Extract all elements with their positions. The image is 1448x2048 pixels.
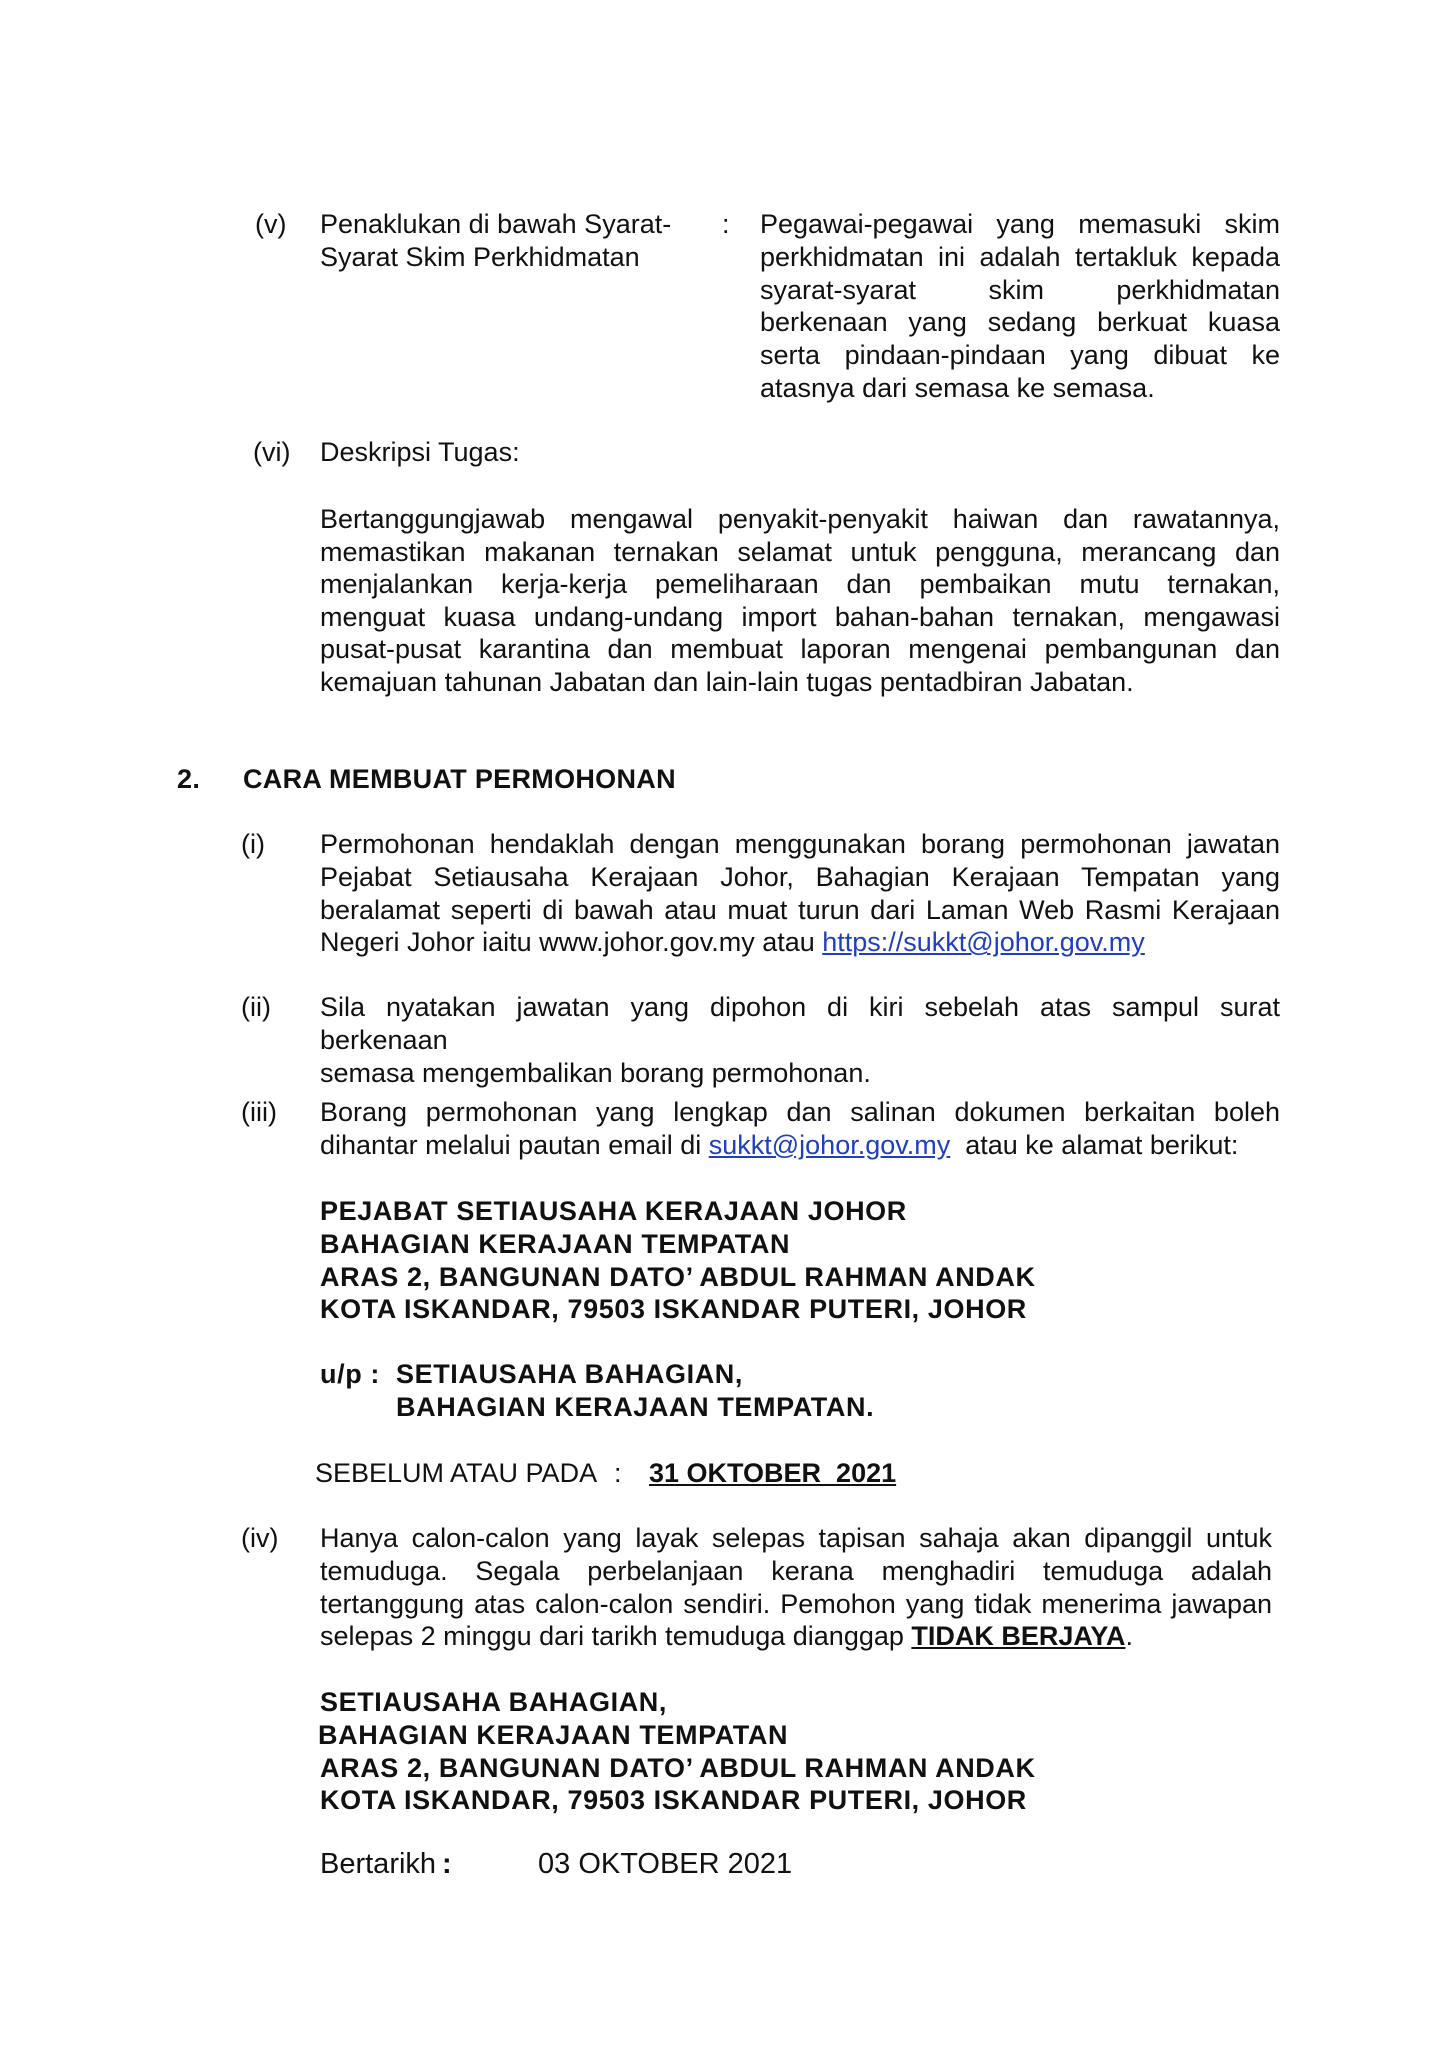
email-link[interactable]: sukkt@johor.gov.my bbox=[708, 1129, 951, 1160]
item-v-text-line: syarat-syarat skim perkhidmatan bbox=[760, 274, 1280, 305]
item-iv-line: tertanggung atas calon-calon sendiri. Pemohon yang tidak menerima jawapan bbox=[320, 1588, 1272, 1619]
item-i-line: Permohonan hendaklah dengan menggunakan borang permohonan jawatan bbox=[320, 829, 1280, 859]
attention-line: BAHAGIAN KERAJAAN TEMPATAN. bbox=[396, 1392, 875, 1422]
item-i-line: beralamat seperti di bawah atau muat turun dari Laman Web Rasmi Kerajaan bbox=[320, 894, 1280, 925]
address-line: ARAS 2, BANGUNAN DATO’ ABDUL RAHMAN ANDAK bbox=[320, 1261, 1036, 1292]
item-v-label bbox=[320, 208, 680, 274]
item-iii-text: dihantar melalui pautan email di bbox=[320, 1129, 709, 1160]
item-iv-line: temuduga. Segala perbelanjaan kerana menghadiri temuduga adalah bbox=[320, 1555, 1272, 1586]
item-iv-line bbox=[320, 1620, 1272, 1653]
signature-line: SETIAUSAHA BAHAGIAN, bbox=[320, 1687, 668, 1717]
dated-colon: : bbox=[442, 1848, 452, 1880]
item-v-text-line: berkenaan yang sedang berkuat kuasa bbox=[760, 307, 1280, 338]
item-i-last-text: Negeri Johor iaitu www.johor.gov.my atau bbox=[320, 927, 823, 958]
item-v-colon: : bbox=[722, 209, 730, 239]
signature-line: BAHAGIAN KERAJAAN TEMPATAN bbox=[318, 1719, 789, 1750]
item-ii-number: (ii) bbox=[241, 992, 271, 1022]
item-iv-number: (iv) bbox=[241, 1523, 279, 1553]
item-v-label-line: Penaklukan di bawah Syarat- bbox=[320, 209, 672, 239]
item-vi-line: memastikan makanan ternakan selamat untuk pengguna, merancang dan bbox=[320, 536, 1280, 567]
item-vi-number: (vi) bbox=[253, 437, 291, 467]
item-v-text-line: atasnya dari semasa ke semasa. bbox=[760, 372, 1155, 403]
item-i-line: Pejabat Setiausaha Kerajaan Johor, Bahagian Kerajaan Tempatan yang bbox=[320, 861, 1280, 892]
address-block bbox=[320, 1195, 1036, 1326]
item-vi-line: menjalankan kerja-kerja pemeliharaan dan pembaikan mutu ternakan, bbox=[320, 569, 1280, 600]
deadline-colon: : bbox=[614, 1458, 622, 1488]
item-vi-line: menguat kuasa undang-undang import bahan-bahan ternakan, mengawasi bbox=[320, 601, 1280, 632]
item-vi-line: Bertanggungjawab mengawal penyakit-penyakit haiwan dan rawatannya, bbox=[320, 504, 1280, 534]
address-line: BAHAGIAN KERAJAAN TEMPATAN bbox=[320, 1228, 791, 1259]
item-v-text-line: perkhidmatan ini adalah tertakluk kepada bbox=[760, 241, 1280, 272]
section-title: CARA MEMBUAT PERMOHONAN bbox=[243, 764, 676, 794]
item-vi-line: pusat-pusat karantina dan membuat laporan mengenai pembangunan dan bbox=[320, 634, 1280, 665]
address-line: PEJABAT SETIAUSAHA KERAJAAN JOHOR bbox=[320, 1196, 907, 1226]
item-v-number: (v) bbox=[255, 209, 287, 239]
item-v-text-line: serta pindaan-pindaan yang dibuat ke bbox=[760, 340, 1280, 371]
dated-value: 03 OKTOBER 2021 bbox=[538, 1848, 793, 1880]
item-i-paragraph bbox=[320, 828, 1280, 959]
item-i-line bbox=[320, 926, 1280, 959]
item-ii-line: Sila nyatakan jawatan yang dipohon di kiri sebelah atas sampul surat berkenaan bbox=[320, 992, 1280, 1055]
attention-line: SETIAUSAHA BAHAGIAN, bbox=[396, 1359, 744, 1389]
signature-block bbox=[320, 1686, 1036, 1817]
address-line: KOTA ISKANDAR, 79503 ISKANDAR PUTERI, JOHOR bbox=[320, 1294, 1027, 1325]
item-ii-line: semasa mengembalikan borang permohonan. bbox=[320, 1057, 871, 1088]
item-iv-paragraph bbox=[320, 1522, 1272, 1653]
item-v-text bbox=[760, 208, 1280, 405]
signature-line: ARAS 2, BANGUNAN DATO’ ABDUL RAHMAN ANDAK bbox=[320, 1752, 1036, 1783]
item-iii-paragraph bbox=[320, 1096, 1280, 1162]
item-iii-number: (iii) bbox=[241, 1097, 277, 1127]
result-status: TIDAK BERJAYA bbox=[911, 1621, 1126, 1652]
item-vi-line: kemajuan tahunan Jabatan dan lain-lain tugas pentadbiran Jabatan. bbox=[320, 666, 1134, 697]
item-vi-label: Deskripsi Tugas: bbox=[320, 437, 520, 467]
section-number: 2. bbox=[177, 764, 201, 794]
deadline-date: 31 OKTOBER 2021 bbox=[649, 1458, 897, 1488]
attention-prefix: u/p : bbox=[320, 1359, 389, 1389]
item-v-text-line: Pegawai-pegawai yang memasuki skim bbox=[760, 209, 1280, 239]
item-i-number: (i) bbox=[241, 829, 265, 859]
item-v-label-line: Syarat Skim Perkhidmatan bbox=[320, 241, 640, 272]
item-iii-line bbox=[320, 1129, 1280, 1162]
item-ii-paragraph bbox=[320, 991, 1280, 1089]
item-iii-text-end: atau ke alamat berikut: bbox=[950, 1129, 1239, 1160]
website-link[interactable]: https://sukkt@johor.gov.my bbox=[822, 927, 1145, 958]
item-vi-paragraph bbox=[320, 503, 1280, 699]
item-iv-period: . bbox=[1125, 1621, 1133, 1652]
signature-line: KOTA ISKANDAR, 79503 ISKANDAR PUTERI, JOHOR bbox=[320, 1785, 1027, 1816]
item-iv-line: Hanya calon-calon yang layak selepas tapisan sahaja akan dipanggil untuk bbox=[320, 1523, 1272, 1553]
dated-label: Bertarikh bbox=[320, 1848, 437, 1880]
deadline-label: SEBELUM ATAU PADA bbox=[315, 1458, 598, 1488]
item-iii-line: Borang permohonan yang lengkap dan salinan dokumen berkaitan boleh bbox=[320, 1097, 1280, 1127]
item-iv-text: selepas 2 minggu dari tarikh temuduga dianggap bbox=[320, 1621, 912, 1652]
